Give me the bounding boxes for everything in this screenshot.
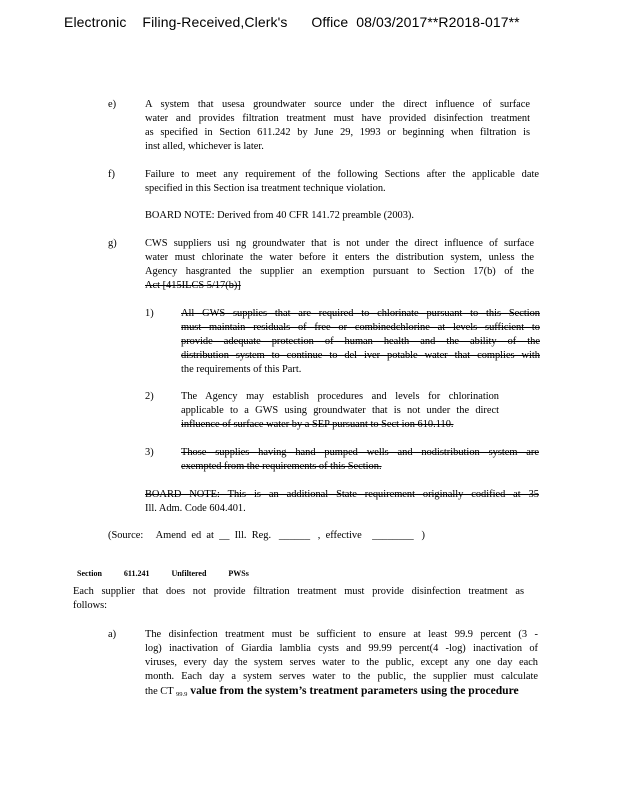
item-f-line: specified in this Section isa treatment technique violation. (145, 183, 386, 194)
section-number: 611.241 (123, 569, 150, 578)
item-g-note-struck: BOARD NOTE: This is an additional State requirement originally codified at 35 (145, 489, 539, 500)
item-e-line: as specified in Section 611.242 by June 29, 1993 or beginning when filtration is (145, 127, 530, 138)
item-a-text (145, 628, 538, 702)
item-f-line: Failure to meet any requirement of the following Sections after the applicable date (145, 169, 539, 180)
item-a-last-post: value from the system’s treatment parameters using the procedure (187, 684, 519, 697)
item-f-board-note: BOARD NOTE: Derived from 40 CFR 141.72 preamble (2003). (145, 210, 414, 221)
item-g1-line: must maintain residuals of free or combinedchlorine at levels sufficient to (181, 322, 540, 333)
item-label-a: a) (108, 629, 117, 640)
item-g1-text (181, 307, 540, 377)
item-g1-line: the requirements of this Part. (181, 364, 302, 375)
item-g3-line: exempted from the requirements of this Section. (181, 461, 382, 472)
item-a-line: month. Each day a system serves water to the public, the supplier must calculate (145, 671, 538, 682)
item-g2-line: The Agency may establish procedures and levels for chlorination (181, 391, 499, 402)
page-header: Electronic Filing-Received,Clerk's Office 08/03/2017**R2018-017** (64, 14, 520, 30)
section-title-2: PWSs (228, 569, 249, 578)
item-e-text (145, 98, 530, 154)
item-g3-text (181, 446, 539, 474)
item-e-line: water and provides filtration treatment must have provided disinfection treatment (145, 113, 530, 124)
item-label-e: e) (108, 99, 117, 110)
item-label-f: f) (108, 169, 115, 180)
item-label-g: g) (108, 238, 117, 249)
section-intro (73, 585, 524, 613)
item-g2-text (181, 390, 499, 432)
item-g1-line: provide adequate protection of human health and the ability of the (181, 336, 540, 347)
item-g-board-note (145, 488, 539, 516)
item-a-ct-subscript: 99.9 (176, 691, 188, 698)
item-g3-line: Those supplies having hand pumped wells and nodistribution system are (181, 447, 539, 458)
item-a-last-line (145, 684, 538, 702)
item-e-line: A system that usesa groundwater source under the direct influence of surface (145, 99, 530, 110)
item-g-line: Agency hasgranted the supplier an exemption pursuant to Section 17(b) of the (145, 266, 534, 277)
item-g2-struck-line: influence of surface water by a SEP pursuant to Sect ion 610.110. (181, 419, 454, 430)
item-e-line: inst alled, whichever is later. (145, 141, 264, 152)
item-g-note-tail: Ill. Adm. Code 604.401. (145, 503, 246, 514)
item-g1-line: distribution system to continue to del iver potable water that complies with (181, 350, 540, 361)
item-g-struck-line: Act [415ILCS 5/17(b)] (145, 280, 241, 291)
item-g2-line: applicable to a GWS using groundwater that is not under the direct (181, 405, 499, 416)
section-word: Section (77, 569, 102, 578)
item-f-text (145, 168, 539, 196)
item-a-last-pre: the CT (145, 686, 174, 697)
item-g-text (145, 237, 534, 293)
section-heading (73, 560, 271, 578)
section-intro-line: follows: (73, 600, 108, 611)
item-a-line: log) inactivation of Giardia lamblia cysts and 99.99 percent(4 -log) inactivation of (145, 643, 538, 654)
item-a-line: The disinfection treatment must be sufficient to ensure at least 99.9 percent (3 - (145, 629, 538, 640)
item-g-line: water must chlorinate the water before it enters the distribution system, unless the (145, 252, 534, 263)
item-g2-label: 2) (145, 391, 154, 402)
item-g1-label: 1) (145, 308, 154, 319)
section-intro-line: Each supplier that does not provide filtration treatment must provide disinfection treatment as (73, 586, 524, 597)
item-g-line: CWS suppliers usi ng groundwater that is not under the direct influence of surface (145, 238, 534, 249)
source-note: (Source: Amend ed at __ Ill. Reg. ______ , effective ________ ) (108, 530, 425, 541)
section-title-1: Unfiltered (171, 569, 207, 578)
item-a-line: viruses, every day the system serves water to the public, except any one day each (145, 657, 538, 668)
item-g3-label: 3) (145, 447, 154, 458)
item-g1-line: All GWS supplies that are required to chlorinate pursuant to this Section (181, 308, 540, 319)
